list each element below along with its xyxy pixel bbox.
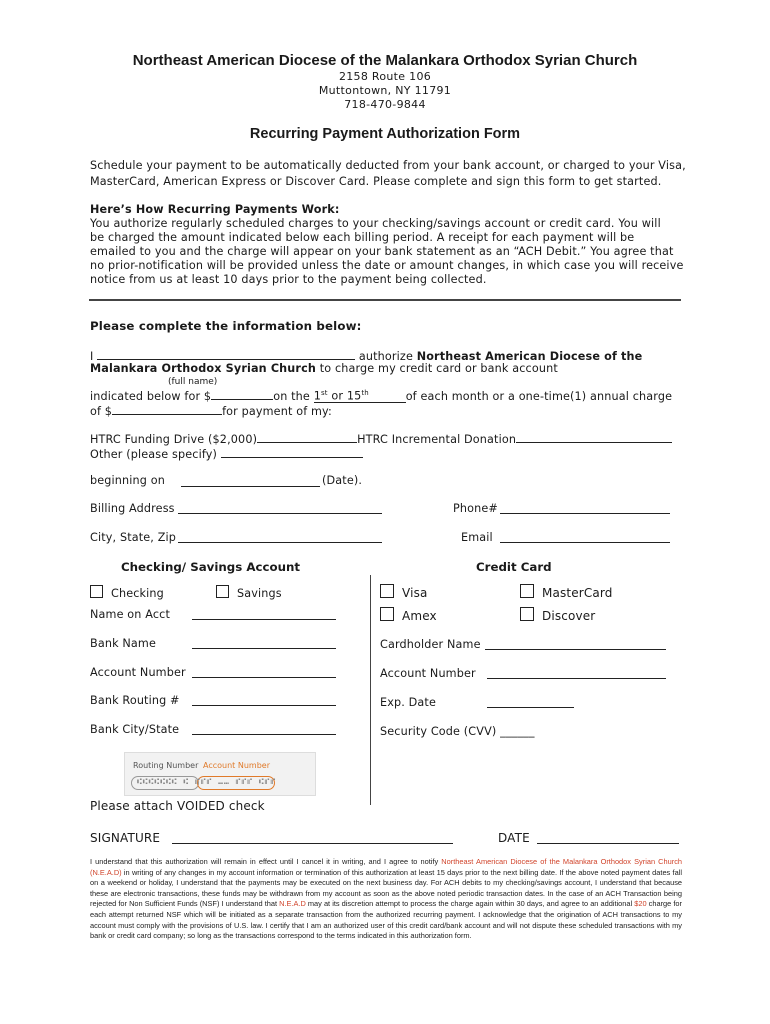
for-payment-label: for payment of my: <box>222 405 332 418</box>
how-line-3: emailed to you and the charge will appear on your bank statement as an “ACH Debit.” You agree that <box>90 245 674 258</box>
city-label: City, State, Zip <box>90 531 177 544</box>
cardholder-field[interactable] <box>485 649 666 650</box>
column-divider <box>370 575 371 805</box>
other-label: Other (please specify) <box>90 448 218 461</box>
visa-label: Visa <box>402 586 428 600</box>
exp-field[interactable] <box>487 707 574 708</box>
phone-number: 718-470-9844 <box>344 98 426 111</box>
terms-a: I understand that this authorization will remain in effect until I cancel it in writing, and I agree to notify <box>90 857 442 866</box>
visa-option[interactable] <box>380 584 428 600</box>
signature-label: SIGNATURE <box>90 831 161 845</box>
org-bold-2: Malankara Orthodox Syrian Church <box>90 362 316 375</box>
checking-option[interactable] <box>90 585 164 600</box>
of-label: of $ <box>90 405 113 418</box>
amex-checkbox[interactable] <box>380 607 394 621</box>
first-day: 1 <box>313 390 321 403</box>
terms-paragraph <box>90 857 682 942</box>
discover-label: Discover <box>542 609 596 623</box>
amount-line <box>90 388 672 403</box>
other-line <box>90 446 363 461</box>
bank-heading: Checking/ Savings Account <box>121 560 301 574</box>
htrc-line <box>90 431 672 446</box>
exp-label: Exp. Date <box>380 696 436 709</box>
cardholder-label: Cardholder Name <box>380 638 481 651</box>
cvv-label: Security Code (CVV) ______ <box>380 725 535 738</box>
name-on-acct-field[interactable] <box>192 619 336 620</box>
info-heading: Please complete the information below: <box>90 319 362 333</box>
authorize-label: authorize <box>358 350 413 363</box>
signature-field[interactable] <box>172 843 453 844</box>
htrc-drive-field[interactable] <box>257 431 357 443</box>
on-the-label: on the <box>273 390 310 403</box>
name-on-acct-label: Name on Acct <box>90 608 170 621</box>
phone-label: Phone# <box>453 502 498 515</box>
routing-number-caption: Routing Number <box>133 761 199 770</box>
bank-city-label: Bank City/State <box>90 723 180 736</box>
savings-label: Savings <box>237 587 282 600</box>
terms-nead: N.E.A.D <box>279 899 306 909</box>
bank-routing-field[interactable] <box>192 705 336 706</box>
htrc-drive-label: HTRC Funding Drive ($2,000) <box>90 433 258 446</box>
amex-label: Amex <box>402 609 437 623</box>
day-field[interactable] <box>314 389 406 403</box>
how-line-4: no prior-notification will be provided unless the date or amount changes, in which case you will receive <box>90 259 684 272</box>
phone-field[interactable] <box>500 513 670 514</box>
how-line-2: be charged the amount indicated below each billing period. A receipt for each payment will be <box>90 231 635 244</box>
how-line-5: notice from us at least 10 days prior to the payment being collected. <box>90 273 487 286</box>
discover-option[interactable] <box>520 607 595 623</box>
each-month-label: of each month or a one-time(1) annual charge <box>405 390 673 403</box>
card-heading: Credit Card <box>476 560 552 574</box>
i-label: I <box>90 350 94 363</box>
htrc-inc-label: HTRC Incremental Donation <box>357 433 517 446</box>
org-bold: Northeast American Diocese of the <box>416 350 643 363</box>
bank-name-field[interactable] <box>192 648 336 649</box>
other-field[interactable] <box>221 446 363 458</box>
how-line-1: You authorize regularly scheduled charges to your checking/savings account or credit card. You will <box>90 217 661 230</box>
beginning-field[interactable] <box>181 486 320 487</box>
email-field[interactable] <box>500 542 670 543</box>
indicated-label: indicated below for $ <box>90 390 212 403</box>
attach-note: Please attach VOIDED check <box>90 799 265 813</box>
mastercard-label: MasterCard <box>542 586 613 600</box>
date-sign-label: DATE <box>498 831 530 845</box>
amount-field[interactable] <box>211 388 273 400</box>
bank-name-label: Bank Name <box>90 637 157 650</box>
savings-checkbox[interactable] <box>216 585 229 598</box>
th-sup: th <box>361 389 369 398</box>
full-name-field[interactable] <box>97 348 355 360</box>
st-sup: st <box>320 389 328 398</box>
authorization-line-2 <box>90 362 558 375</box>
intro-line-2: MasterCard, American Express or Discover Card. Please complete and sign this form to get started. <box>90 175 662 188</box>
address-line-2: Muttontown, NY 11791 <box>318 84 452 97</box>
full-name-caption: (full name) <box>168 377 218 387</box>
checking-label: Checking <box>111 587 164 600</box>
checking-checkbox[interactable] <box>90 585 103 598</box>
address-line-1: 2158 Route 106 <box>338 70 432 83</box>
bank-city-field[interactable] <box>192 734 336 735</box>
amex-option[interactable] <box>380 607 437 623</box>
terms-d: charge for each attempt returned NSF which will be initiated as a separate transaction from the authorized recurring payment. I acknowledge that the origination of ACH transactions to my account must comply with the provisions of U.S. law. I certify that I am an authorized user of this credit card/bank account and will not dispute these scheduled transactions with my bank or credit card company; so long as the transactions correspond to the terms indicated in this authorization form. <box>90 899 682 941</box>
date-sign-field[interactable] <box>537 843 679 844</box>
date-label: (Date). <box>322 474 363 487</box>
billing-label: Billing Address <box>90 502 175 515</box>
charge-label: to charge my credit card or bank account <box>319 362 558 375</box>
mastercard-option[interactable] <box>520 584 613 600</box>
check-sample-image <box>124 752 316 796</box>
authorization-line <box>90 348 642 363</box>
or-fifteen: or 15 <box>327 390 362 403</box>
visa-checkbox[interactable] <box>380 584 394 598</box>
organization-name: Northeast American Diocese of the Malankara Orthodox Syrian Church <box>132 52 638 69</box>
terms-b: in writing of any changes in my account information or termination of this authorization at least 15 days prior to the next billing date. If the above noted payment dates fall on a weekend or holiday, I understand that the payments may be executed on the next business day. For ACH debits to my checking/savings account, I understand that because these are electronic transactions, these funds may be withdrawn from my account as soon as the above noted periodic transaction dates. In the case of an ACH Transaction being rejected for Non Sufficient Funds (NSF) I understand that <box>90 867 682 909</box>
billing-field[interactable] <box>178 513 382 514</box>
terms-c: may at its discretion attempt to process the charge again within 30 days, and agree to an additional <box>305 899 635 909</box>
intro-line-1: Schedule your payment to be automatically deducted from your bank account, or charged to your Visa, <box>90 159 686 172</box>
beginning-label: beginning on <box>90 474 165 487</box>
card-account-field[interactable] <box>487 678 666 679</box>
mastercard-checkbox[interactable] <box>520 584 534 598</box>
section-divider <box>89 299 681 301</box>
discover-checkbox[interactable] <box>520 607 534 621</box>
account-number-caption: Account Number <box>203 761 270 770</box>
bank-routing-label: Bank Routing # <box>90 694 180 707</box>
micr-digits: ⑆⑆⑆⑆⑆⑆⑆ ⑆ ⑈⑈⑈ ⑉⑉ ⑈⑈⑈ ⑆⑈⑈ <box>137 777 277 786</box>
how-heading: Here’s How Recurring Payments Work: <box>90 203 340 216</box>
htrc-inc-field[interactable] <box>516 431 672 443</box>
annual-line <box>90 403 332 418</box>
card-account-label: Account Number <box>380 667 476 680</box>
terms-org: Northeast American Diocese of the Malankara Orthodox Syrian Church (N.E.A.D) <box>90 857 683 877</box>
bank-account-field[interactable] <box>192 677 336 678</box>
terms-fee: $20 <box>634 899 647 909</box>
form-title: Recurring Payment Authorization Form <box>249 126 521 142</box>
email-label: Email <box>461 531 493 544</box>
city-field[interactable] <box>178 542 382 543</box>
bank-account-label: Account Number <box>90 666 186 679</box>
annual-amount-field[interactable] <box>112 403 222 415</box>
savings-option[interactable] <box>216 585 282 600</box>
